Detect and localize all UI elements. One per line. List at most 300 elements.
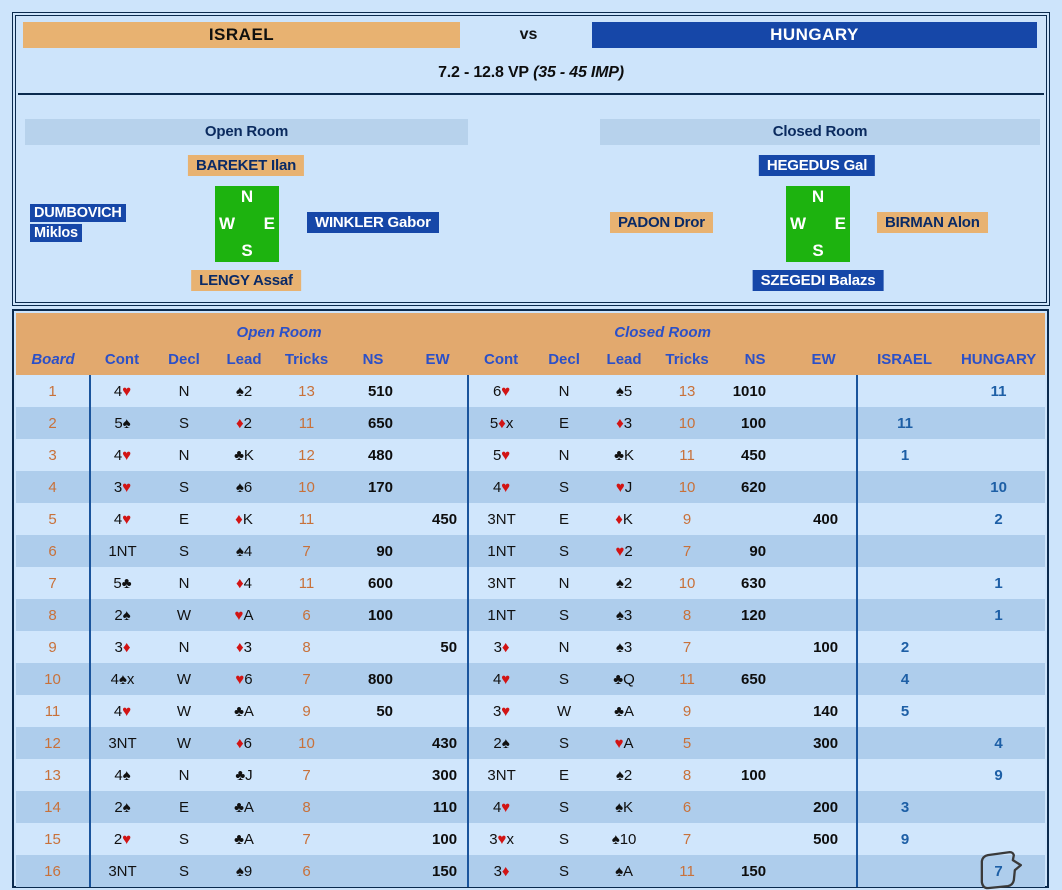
board-number-cell[interactable]: 1 — [48, 382, 57, 400]
results-body — [16, 375, 1045, 887]
open-declarer-cell: N — [178, 766, 190, 784]
open-ew-score-cell — [407, 695, 468, 727]
israel-imps-cell[interactable] — [857, 471, 952, 503]
closed-declarer-cell: S — [559, 734, 570, 752]
open-lead-cell: ♣A — [234, 830, 254, 848]
table-row — [16, 823, 1045, 855]
hungary-imps-cell[interactable] — [952, 823, 1045, 855]
closed-ew-score-cell — [790, 663, 857, 695]
open-declarer-cell: W — [176, 734, 192, 752]
board-number-cell[interactable]: 3 — [48, 446, 57, 464]
closed-ns-score-cell: 90 — [749, 542, 767, 560]
closed-ns-score-cell — [720, 503, 790, 535]
open-tricks-cell: 9 — [302, 702, 311, 720]
hungary-imps-cell[interactable] — [952, 695, 1045, 727]
open-ew-score-cell — [407, 567, 468, 599]
table-row — [16, 439, 1045, 471]
israel-imps-cell[interactable] — [857, 535, 952, 567]
hand-drawn-box-annotation — [977, 849, 1023, 890]
closed-contract-cell: 2♠ — [468, 727, 534, 759]
open-east-player: WINKLER Gabor — [307, 212, 439, 233]
board-number-cell[interactable]: 7 — [48, 574, 57, 592]
closed-ew-score-cell: 400 — [813, 510, 839, 528]
closed-declarer-cell: W — [556, 702, 572, 720]
open-ns-score-cell: 50 — [376, 702, 393, 720]
open-declarer-cell: W — [176, 702, 192, 720]
compass-north-label: N — [240, 187, 254, 206]
board-number-cell[interactable]: 2 — [48, 414, 57, 432]
closed-contract-cell: 4♥ — [468, 663, 534, 695]
open-ns-score-cell — [339, 823, 407, 855]
hungary-imps-cell[interactable]: 9 — [994, 766, 1003, 784]
open-contract-cell: 3♥ — [90, 471, 154, 503]
closed-tricks-cell: 13 — [678, 382, 696, 400]
closed-tricks-cell: 11 — [679, 670, 695, 688]
col-closed-lead: Lead — [594, 343, 654, 375]
compass-icon — [215, 186, 279, 262]
table-row — [16, 695, 1045, 727]
table-row — [16, 471, 1045, 503]
closed-declarer-cell: N — [558, 574, 570, 592]
closed-ew-score-cell — [790, 375, 857, 407]
israel-imps-cell[interactable] — [857, 375, 952, 407]
open-ns-score-cell — [339, 631, 407, 663]
open-tricks-cell: 8 — [302, 798, 311, 816]
closed-declarer-cell: S — [559, 478, 570, 496]
board-number-cell[interactable]: 6 — [48, 542, 57, 560]
hungary-imps-cell[interactable] — [952, 407, 1045, 439]
closed-lead-cell: ♠3 — [615, 638, 633, 656]
closed-tricks-cell: 10 — [678, 478, 696, 496]
open-ew-score-cell — [407, 599, 468, 631]
open-declarer-cell: E — [178, 510, 189, 528]
closed-contract-cell: 3♦ — [468, 631, 534, 663]
hungary-imps-cell[interactable]: 4 — [994, 734, 1003, 752]
closed-ns-score-cell: 100 — [741, 766, 767, 784]
closed-ns-score-cell — [720, 791, 790, 823]
closed-north-player: HEGEDUS Gal — [759, 155, 875, 176]
closed-room-group-header: Closed Room — [468, 313, 857, 343]
open-declarer-cell: S — [178, 414, 189, 432]
closed-tricks-cell: 8 — [682, 766, 692, 784]
spacer-cell — [857, 313, 1045, 343]
table-row — [16, 791, 1045, 823]
open-lead-cell: ♦K — [235, 510, 253, 528]
open-north-player: BAREKET Ilan — [188, 155, 304, 176]
israel-imps-cell[interactable] — [857, 503, 952, 535]
table-row — [16, 567, 1045, 599]
closed-tricks-cell: 10 — [678, 414, 696, 432]
israel-imps-cell[interactable]: 1 — [857, 439, 952, 471]
board-number-cell[interactable]: 16 — [44, 862, 61, 880]
closed-ew-score-cell — [790, 407, 857, 439]
closed-tricks-cell: 8 — [682, 606, 692, 624]
board-number-cell[interactable]: 4 — [48, 478, 57, 496]
hungary-imps-cell[interactable]: 1 — [994, 574, 1003, 592]
hungary-imps-cell[interactable] — [952, 535, 1045, 567]
hungary-imps-cell[interactable]: 2 — [994, 510, 1003, 528]
closed-declarer-cell: S — [559, 798, 570, 816]
closed-ew-score-cell: 100 — [813, 638, 839, 656]
col-closed-decl: Decl — [534, 343, 594, 375]
closed-ew-score-cell — [790, 599, 857, 631]
closed-ew-score-cell — [790, 759, 857, 791]
closed-east-player: BIRMAN Alon — [877, 212, 988, 233]
closed-ns-score-cell: 100 — [741, 414, 767, 432]
israel-imps-cell[interactable]: 9 — [857, 823, 952, 855]
closed-lead-cell: ♥J — [615, 478, 633, 496]
imp-score: (35 - 45 IMP) — [533, 64, 624, 81]
col-closed-ns: NS — [720, 343, 790, 375]
closed-declarer-cell: N — [558, 638, 570, 656]
board-number-cell[interactable]: 11 — [44, 702, 61, 720]
israel-imps-cell[interactable] — [857, 599, 952, 631]
table-row — [16, 503, 1045, 535]
closed-room-title: Closed Room — [600, 119, 1040, 145]
open-room-title: Open Room — [25, 119, 468, 145]
board-number-cell[interactable]: 9 — [48, 638, 57, 656]
closed-tricks-cell: 9 — [682, 510, 692, 528]
closed-contract-cell: 4♥ — [468, 791, 534, 823]
open-tricks-cell: 6 — [302, 606, 311, 624]
closed-ew-score-cell: 140 — [813, 702, 839, 720]
board-number-cell[interactable]: 15 — [44, 830, 61, 848]
open-ns-score-cell — [339, 727, 407, 759]
open-contract-cell: 2♠ — [90, 791, 154, 823]
col-board: Board — [16, 343, 90, 375]
closed-ns-score-cell: 1010 — [732, 382, 767, 400]
col-open-decl: Decl — [154, 343, 214, 375]
compass-north-label: N — [811, 187, 825, 206]
open-contract-cell: 3NT — [90, 727, 154, 759]
closed-lead-cell: ♠2 — [615, 766, 633, 784]
team-israel-banner: ISRAEL — [23, 22, 460, 48]
open-declarer-cell: S — [178, 542, 189, 560]
open-tricks-cell: 7 — [302, 766, 311, 784]
open-declarer-cell: S — [178, 830, 189, 848]
closed-ew-score-cell: 500 — [813, 830, 839, 848]
open-ew-score-cell — [407, 471, 468, 503]
open-lead-cell: ♣J — [235, 766, 253, 784]
col-open-ns: NS — [339, 343, 407, 375]
open-ew-score-cell: 300 — [432, 766, 458, 784]
closed-lead-cell: ♠A — [615, 862, 634, 880]
closed-lead-cell: ♠10 — [611, 830, 637, 848]
open-contract-cell: 4♥ — [90, 375, 154, 407]
closed-lead-cell: ♣K — [614, 446, 634, 464]
open-contract-cell: 4♥ — [90, 503, 154, 535]
vs-label: vs — [519, 26, 538, 43]
open-declarer-cell: W — [176, 606, 192, 624]
closed-contract-cell: 5♥ — [468, 439, 534, 471]
closed-contract-cell: 6♥ — [468, 375, 534, 407]
table-row — [16, 759, 1045, 791]
closed-contract-cell: 5♦x — [468, 407, 534, 439]
open-ns-score-cell: 90 — [376, 542, 393, 560]
closed-contract-cell: 3NT — [468, 759, 534, 791]
board-number-cell[interactable]: 13 — [44, 766, 61, 784]
open-ew-score-cell: 450 — [432, 510, 458, 528]
open-ns-score-cell — [339, 791, 407, 823]
closed-declarer-cell: S — [559, 830, 570, 848]
open-declarer-cell: W — [176, 670, 192, 688]
compass-south-label: S — [812, 241, 824, 260]
hungary-imps-cell[interactable] — [952, 631, 1045, 663]
closed-tricks-cell: 10 — [678, 574, 696, 592]
open-room-panel — [18, 95, 531, 300]
open-tricks-cell: 13 — [298, 382, 315, 400]
open-declarer-cell: N — [178, 446, 190, 464]
open-lead-cell: ♣A — [234, 702, 254, 720]
compass-south-label: S — [241, 241, 253, 260]
table-row — [16, 631, 1045, 663]
col-closed-cont: Cont — [468, 343, 534, 375]
closed-ew-score-cell — [790, 535, 857, 567]
closed-ns-score-cell: 650 — [741, 670, 767, 688]
israel-imps-cell[interactable] — [857, 855, 952, 887]
closed-contract-cell: 4♥ — [468, 471, 534, 503]
closed-declarer-cell: E — [559, 510, 570, 528]
open-ew-score-cell: 150 — [432, 862, 458, 880]
hungary-imps-cell[interactable]: 10 — [990, 478, 1007, 496]
closed-ns-score-cell — [720, 727, 790, 759]
closed-contract-cell: 3♦ — [468, 855, 534, 887]
closed-declarer-cell: N — [558, 446, 570, 464]
open-west-player: DUMBOVICH Miklos — [30, 203, 144, 243]
closed-tricks-cell: 5 — [682, 734, 692, 752]
open-tricks-cell: 7 — [302, 830, 311, 848]
open-contract-cell: 1NT — [90, 535, 154, 567]
open-ew-score-cell — [407, 535, 468, 567]
match-score — [18, 64, 1044, 82]
results-table — [16, 313, 1045, 887]
closed-tricks-cell: 7 — [682, 830, 692, 848]
closed-ns-score-cell: 620 — [741, 478, 767, 496]
closed-declarer-cell: S — [559, 862, 570, 880]
open-contract-cell: 3♦ — [90, 631, 154, 663]
table-row — [16, 855, 1045, 887]
hungary-imps-cell[interactable]: 1 — [994, 606, 1003, 624]
closed-declarer-cell: E — [559, 766, 570, 784]
open-lead-cell: ♠4 — [235, 542, 253, 560]
open-contract-cell: 4♠ — [90, 759, 154, 791]
open-tricks-cell: 7 — [302, 670, 311, 688]
closed-contract-cell: 3♥x — [468, 823, 534, 855]
open-lead-cell: ♦6 — [236, 734, 252, 752]
table-row — [16, 375, 1045, 407]
open-lead-cell: ♥6 — [235, 670, 253, 688]
open-ns-score-cell: 600 — [367, 574, 393, 592]
open-ns-score-cell: 480 — [367, 446, 393, 464]
compass-west-label: W — [219, 214, 236, 233]
open-tricks-cell: 10 — [298, 734, 315, 752]
col-closed-ew: EW — [790, 343, 857, 375]
open-lead-cell: ♣K — [234, 446, 254, 464]
closed-ns-score-cell: 450 — [741, 446, 767, 464]
compass-icon — [786, 186, 850, 262]
open-declarer-cell: N — [178, 382, 190, 400]
closed-tricks-cell: 6 — [682, 798, 692, 816]
open-contract-cell: 4♥ — [90, 439, 154, 471]
open-tricks-cell: 11 — [298, 510, 315, 528]
closed-lead-cell: ♠2 — [615, 574, 633, 592]
open-contract-cell: 3NT — [90, 855, 154, 887]
open-contract-cell: 2♥ — [90, 823, 154, 855]
open-tricks-cell: 11 — [298, 574, 315, 592]
board-number-cell[interactable]: 5 — [48, 510, 57, 528]
closed-ew-score-cell: 300 — [813, 734, 839, 752]
open-declarer-cell: N — [178, 638, 190, 656]
board-number-cell[interactable]: 8 — [48, 606, 57, 624]
open-contract-cell: 5♠ — [90, 407, 154, 439]
table-row — [16, 727, 1045, 759]
closed-lead-cell: ♥A — [614, 734, 634, 752]
closed-ns-score-cell: 150 — [741, 862, 767, 880]
vp-score: 7.2 - 12.8 VP — [438, 64, 529, 81]
team-hungary-banner: HUNGARY — [592, 22, 1037, 48]
israel-imps-cell[interactable]: 11 — [857, 407, 952, 439]
closed-west-player: PADON Dror — [610, 212, 713, 233]
israel-imps-cell[interactable]: 4 — [857, 663, 952, 695]
open-ns-score-cell — [339, 503, 407, 535]
open-lead-cell: ♠6 — [235, 478, 253, 496]
compass-east-label: E — [263, 214, 275, 233]
board-number-cell[interactable]: 14 — [44, 798, 61, 816]
col-hungary-imps: HUNGARY — [952, 343, 1045, 375]
compass-west-label: W — [790, 214, 807, 233]
table-row — [16, 535, 1045, 567]
col-open-tricks: Tricks — [274, 343, 339, 375]
col-open-ew: EW — [407, 343, 468, 375]
closed-ew-score-cell — [790, 439, 857, 471]
closed-lead-cell: ♥2 — [615, 542, 633, 560]
closed-tricks-cell: 9 — [682, 702, 692, 720]
results-table-box — [12, 309, 1049, 888]
open-tricks-cell: 12 — [298, 446, 315, 464]
open-ns-score-cell: 170 — [367, 478, 393, 496]
board-number-cell[interactable]: 12 — [44, 734, 61, 752]
open-room-group-header: Open Room — [90, 313, 468, 343]
closed-ns-score-cell: 630 — [741, 574, 767, 592]
israel-imps-cell[interactable]: 3 — [857, 791, 952, 823]
closed-contract-cell: 1NT — [468, 599, 534, 631]
israel-imps-cell[interactable] — [857, 727, 952, 759]
open-declarer-cell: S — [178, 862, 189, 880]
open-ns-score-cell: 510 — [367, 382, 393, 400]
col-open-cont: Cont — [90, 343, 154, 375]
rooms-section — [18, 95, 1044, 300]
compass-east-label: E — [834, 214, 846, 233]
closed-declarer-cell: N — [558, 382, 570, 400]
open-contract-cell: 5♣ — [90, 567, 154, 599]
table-group-header-row — [16, 313, 1045, 343]
open-tricks-cell: 7 — [302, 542, 311, 560]
closed-south-player: SZEGEDI Balazs — [753, 270, 884, 291]
closed-ew-score-cell: 200 — [813, 798, 839, 816]
israel-imps-cell[interactable] — [857, 567, 952, 599]
open-lead-cell: ♠9 — [235, 862, 253, 880]
col-closed-tricks: Tricks — [654, 343, 720, 375]
closed-declarer-cell: E — [559, 414, 570, 432]
open-lead-cell: ♣A — [234, 798, 254, 816]
closed-contract-cell: 3♥ — [468, 695, 534, 727]
table-row — [16, 599, 1045, 631]
israel-imps-cell[interactable]: 2 — [857, 631, 952, 663]
closed-lead-cell: ♠5 — [615, 382, 633, 400]
open-declarer-cell: E — [178, 798, 189, 816]
closed-lead-cell: ♣A — [614, 702, 634, 720]
open-contract-cell: 4♠x — [90, 663, 154, 695]
open-lead-cell: ♦2 — [236, 414, 252, 432]
open-ns-score-cell: 650 — [367, 414, 393, 432]
closed-declarer-cell: S — [559, 542, 570, 560]
closed-lead-cell: ♠3 — [615, 606, 633, 624]
closed-tricks-cell: 11 — [679, 862, 695, 880]
closed-ew-score-cell — [790, 855, 857, 887]
closed-lead-cell: ♣Q — [613, 670, 635, 688]
hungary-imps-cell[interactable] — [952, 791, 1045, 823]
open-lead-cell: ♦3 — [236, 638, 252, 656]
hungary-imps-cell[interactable]: 11 — [990, 382, 1007, 400]
open-ns-score-cell — [339, 759, 407, 791]
open-ew-score-cell: 430 — [432, 734, 458, 752]
col-israel-imps: ISRAEL — [857, 343, 952, 375]
closed-declarer-cell: S — [559, 606, 570, 624]
hungary-imps-cell[interactable] — [952, 439, 1045, 471]
closed-tricks-cell: 7 — [682, 638, 692, 656]
open-ew-score-cell: 50 — [440, 638, 458, 656]
open-south-player: LENGY Assaf — [191, 270, 301, 291]
hungary-imps-cell[interactable] — [952, 663, 1045, 695]
closed-tricks-cell: 7 — [682, 542, 692, 560]
closed-ew-score-cell — [790, 471, 857, 503]
israel-imps-cell[interactable]: 5 — [857, 695, 952, 727]
hungary-imps-cell[interactable]: 7 — [952, 855, 1045, 887]
closed-lead-cell: ♦3 — [616, 414, 633, 432]
open-lead-cell: ♠2 — [235, 382, 253, 400]
open-ns-score-cell — [339, 855, 407, 887]
col-open-lead: Lead — [214, 343, 274, 375]
open-lead-cell: ♥A — [234, 606, 254, 624]
open-ew-score-cell — [407, 663, 468, 695]
closed-room-panel — [531, 95, 1044, 300]
closed-contract-cell: 3NT — [468, 567, 534, 599]
closed-contract-cell: 1NT — [468, 535, 534, 567]
closed-contract-cell: 3NT — [468, 503, 534, 535]
open-contract-cell: 4♥ — [90, 695, 154, 727]
match-header-box — [12, 12, 1050, 306]
open-ew-score-cell — [407, 407, 468, 439]
open-ew-score-cell: 110 — [432, 798, 458, 816]
table-row — [16, 407, 1045, 439]
closed-ns-score-cell — [720, 631, 790, 663]
open-contract-cell: 2♠ — [90, 599, 154, 631]
open-declarer-cell: S — [178, 478, 189, 496]
closed-ns-score-cell — [720, 823, 790, 855]
open-tricks-cell: 8 — [302, 638, 311, 656]
closed-ew-score-cell — [790, 567, 857, 599]
open-ns-score-cell: 800 — [367, 670, 393, 688]
israel-imps-cell[interactable] — [857, 759, 952, 791]
board-number-cell[interactable]: 10 — [44, 670, 61, 688]
open-tricks-cell: 11 — [298, 414, 315, 432]
open-ew-score-cell: 100 — [432, 830, 458, 848]
spacer-cell — [16, 313, 90, 343]
open-ew-score-cell — [407, 439, 468, 471]
open-lead-cell: ♦4 — [236, 574, 252, 592]
open-ew-score-cell — [407, 375, 468, 407]
closed-lead-cell: ♠K — [615, 798, 634, 816]
